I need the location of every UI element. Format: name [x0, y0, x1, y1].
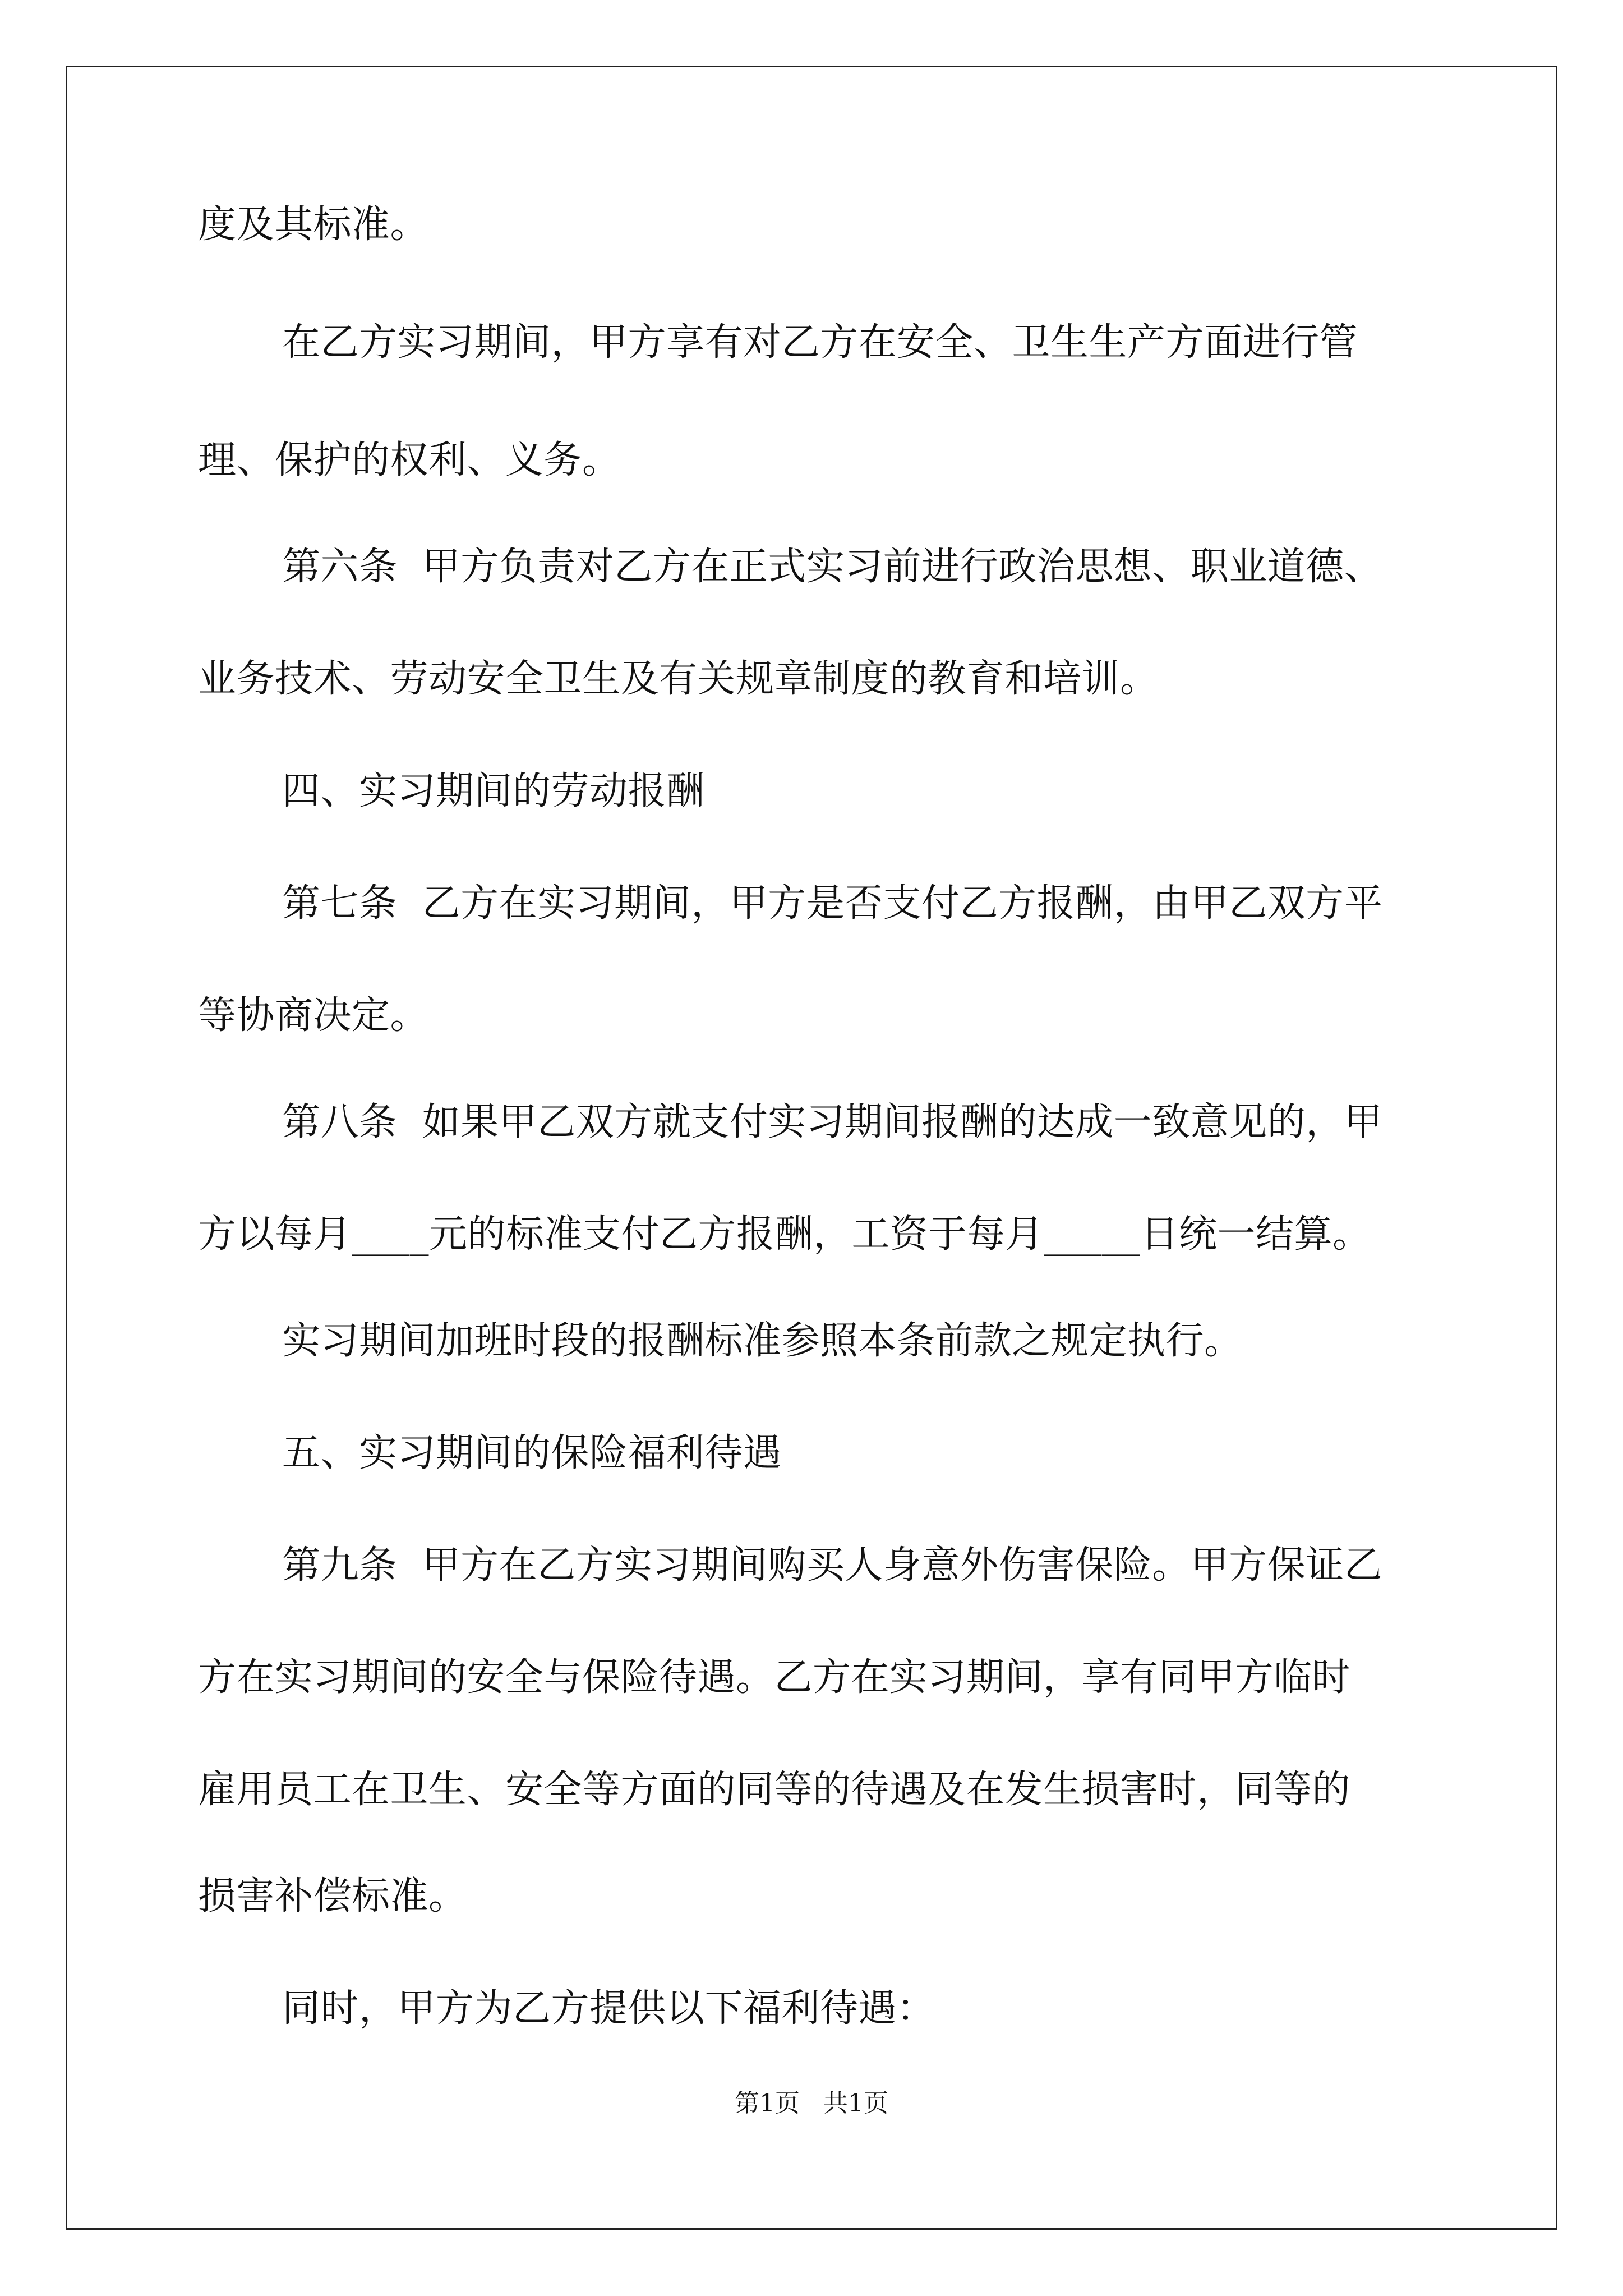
paragraph-line: 第九条 甲方在乙方实习期间购买人身意外伤害保险。甲方保证乙: [282, 1543, 1383, 1588]
page-number: 第1页 共1页: [735, 2089, 888, 2118]
paragraph-line: 第六条 甲方负责对乙方在正式实习前进行政治思想、职业道德、: [282, 545, 1383, 589]
paragraph-line: 第七条 乙方在实习期间，甲方是否支付乙方报酬，由甲乙双方平: [282, 881, 1383, 926]
section-heading: 五、实习期间的保险福利待遇: [282, 1431, 782, 1475]
paragraph-line: 业务技术、劳动安全卫生及有关规章制度的教育和培训。: [198, 657, 1159, 701]
paragraph-line: 方在实习期间的安全与保险待遇。乙方在实习期间，享有同甲方临时: [198, 1655, 1351, 1700]
paragraph-line: 度及其标准。: [198, 203, 429, 247]
paragraph-line: 雇用员工在卫生、安全等方面的同等的待遇及在发生损害时，同等的: [198, 1768, 1351, 1812]
paragraph-line: 损害补偿标准。: [198, 1874, 467, 1918]
paragraph-line: 在乙方实习期间，甲方享有对乙方在安全、卫生生产方面进行管: [282, 320, 1358, 365]
paragraph-line: 第八条 如果甲乙双方就支付实习期间报酬的达成一致意见的，甲: [282, 1100, 1383, 1144]
section-heading: 四、实习期间的劳动报酬: [282, 769, 705, 813]
paragraph-line: 实习期间加班时段的报酬标准参照本条前款之规定执行。: [282, 1319, 1243, 1363]
paragraph-line: 等协商决定。: [198, 993, 429, 1038]
paragraph-line: 同时，甲方为乙方提供以下福利待遇：: [282, 1986, 935, 2031]
paragraph-line: 理、保护的权利、义务。: [198, 438, 621, 482]
paragraph-line: 方以每月____元的标准支付乙方报酬，工资于每月_____日统一结算。: [198, 1212, 1371, 1257]
